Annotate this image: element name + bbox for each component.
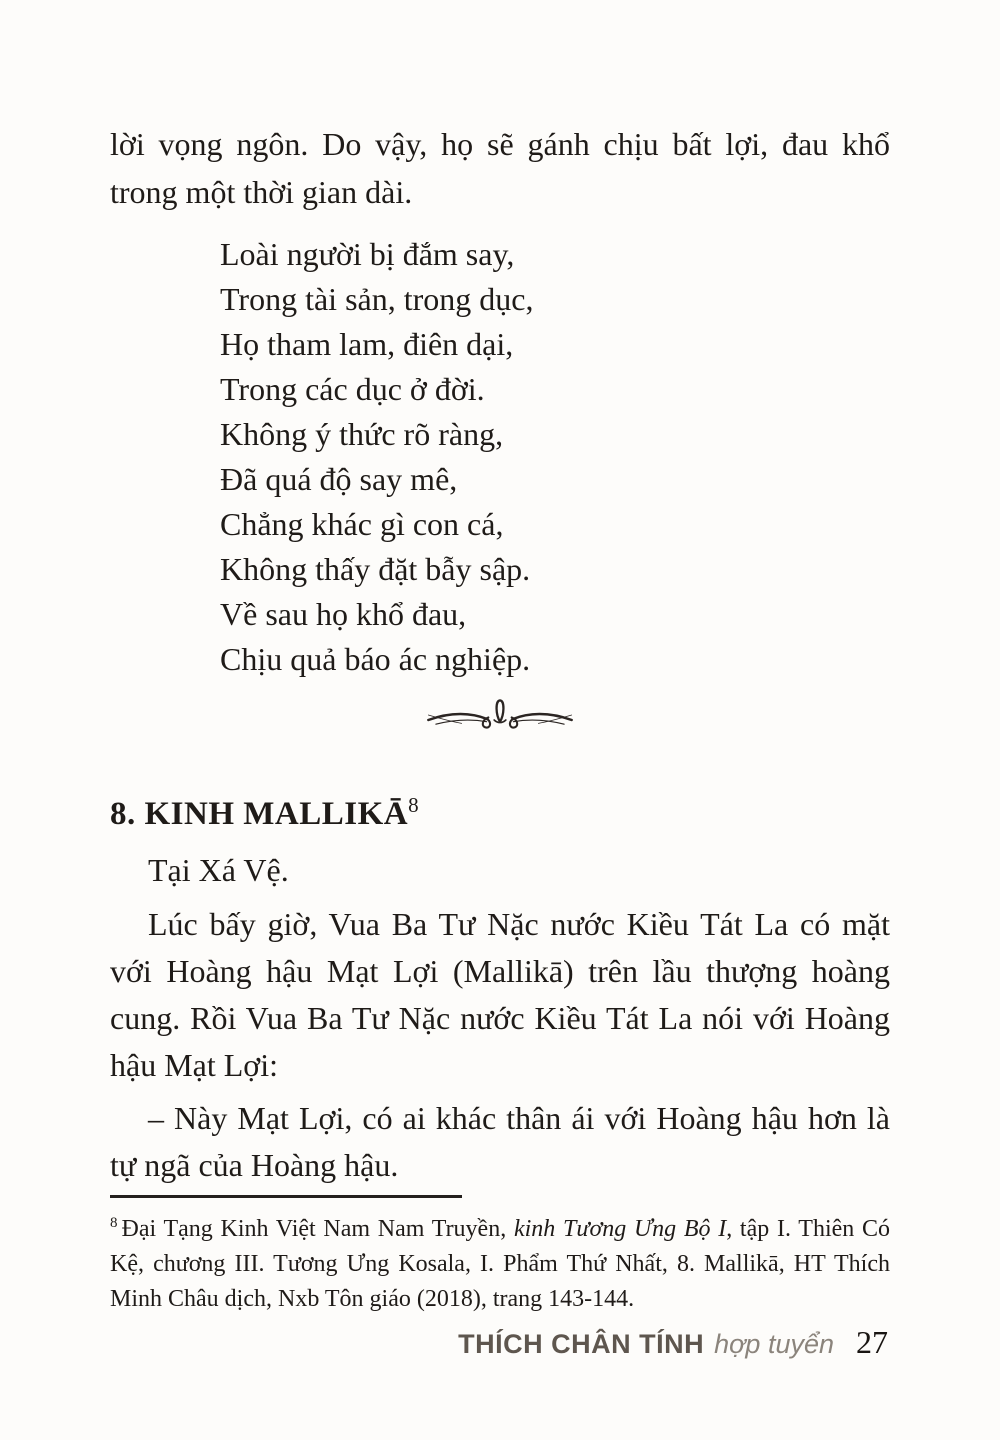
verse-line: Về sau họ khổ đau, [220,596,467,632]
footnote-text: , tập I. Thiên Có [726,1216,891,1242]
paragraph-line: cung. Rồi Vua Ba Tư Nặc nước Kiều Tát La nói với Hoàng [110,1000,890,1036]
footnote [110,1212,890,1317]
footer-author: THÍCH CHÂN TÍNH [458,1329,705,1359]
verse-line: Chẳng khác gì con cá, [220,506,504,542]
footnote-text-italic: kinh Tương Ưng Bộ I [513,1216,727,1242]
verse-line: Trong tài sản, trong dục, [220,281,534,317]
paragraph-main [110,901,890,1089]
footnote-line [110,1212,890,1247]
footnote-line: Kệ, chương III. Tương Ưng Kosala, I. Phẩm Thứ Nhất, 8. Mallikā, HT Thích [110,1251,890,1277]
verse-line: Trong các dục ở đời. [220,371,485,407]
paragraph-line: trong một thời gian dài. [110,174,413,210]
verse-line: Không ý thức rõ ràng, [220,416,504,452]
footnote-reference: 8 [408,793,419,817]
footnote-line: Minh Châu dịch, Nxb Tôn giáo (2018), trang 143-144. [110,1286,635,1312]
page-content [110,0,890,1317]
page-footer [458,1324,888,1361]
paragraph-line: với Hoàng hậu Mạt Lợi (Mallikā) trên lầu thượng hoàng [110,953,890,989]
page-number: 27 [856,1324,888,1360]
footer-collection-title: hợp tuyển [714,1329,834,1359]
paragraph-line: tự ngã của Hoàng hậu. [110,1147,399,1183]
paragraph-line: – Này Mạt Lợi, có ai khác thân ái với Hoàng hậu hơn là [148,1100,890,1136]
footnote-divider [110,1195,462,1198]
verse-line: Loài người bị đắm say, [220,236,515,272]
section-heading [110,782,890,837]
verse-line: Không thấy đặt bẫy sập. [220,551,531,587]
footnote-marker: 8 [110,1215,118,1231]
verse-block [220,232,890,682]
location-line: Tại Xá Vệ. [148,852,289,888]
section-heading-text: 8. KINH MALLIKĀ [110,796,409,832]
verse-line: Chịu quả báo ác nghiệp. [220,641,531,677]
footnote-text: Đại Tạng Kinh Việt Nam Nam Truyền, [121,1216,514,1242]
section-divider [110,694,890,736]
verse-line: Đã quá độ say mê, [220,461,458,497]
paragraph-line: lời vọng ngôn. Do vậy, họ sẽ gánh chịu bất lợi, đau khổ [110,126,890,162]
verse-line: Họ tham lam, điên dại, [220,326,514,362]
flourish-divider-icon [425,694,575,736]
paragraph-line: hậu Mạt Lợi: [110,1047,278,1083]
paragraph-continued [110,120,890,216]
paragraph-line: Lúc bấy giờ, Vua Ba Tư Nặc nước Kiều Tát La có mặt [148,906,890,942]
paragraph-dialogue [110,1095,890,1189]
